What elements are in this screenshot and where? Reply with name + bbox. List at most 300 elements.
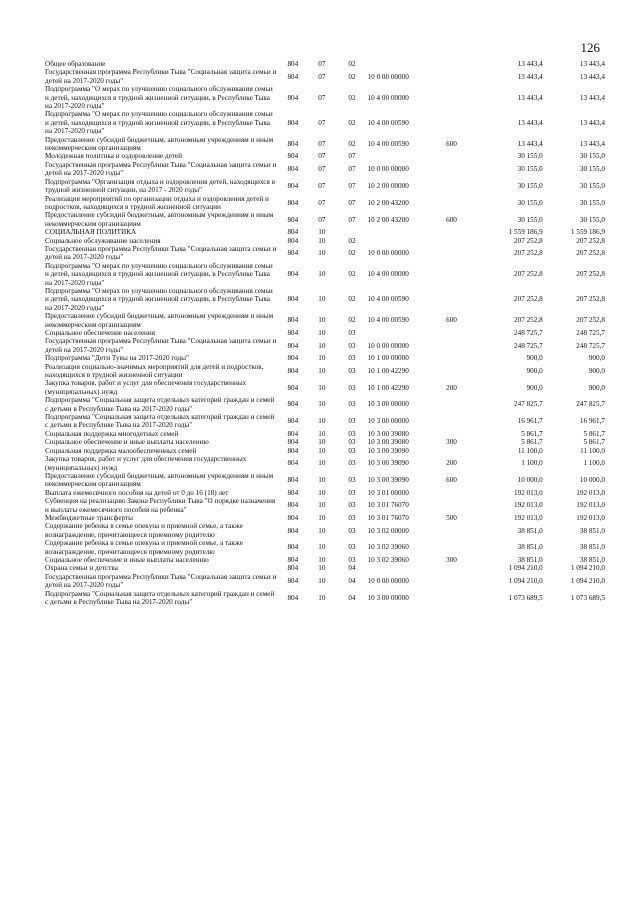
article-code-cell: 02: [348, 316, 356, 325]
table-row: [45, 573, 605, 590]
expense-type-cell: [436, 85, 467, 110]
expense-type-cell: [436, 110, 467, 135]
amount-year1-cell: 13 443,4: [517, 93, 543, 102]
amount-year2-cell: 207 252,8: [576, 295, 605, 304]
article-code-cell: 07: [348, 198, 356, 207]
subsection-code-cell: 07: [318, 60, 326, 68]
subsection-code-cell: 07: [318, 181, 326, 190]
table-row: [45, 489, 605, 497]
table-row: [45, 337, 605, 354]
subsection-code-cell: 10: [318, 488, 326, 497]
amount-year2-cell: 1 094 210,0: [570, 576, 605, 585]
article-code-cell: 02: [348, 72, 356, 81]
subsection-code-cell: 10: [318, 366, 326, 375]
amount-year2-cell: 1 073 689,5: [570, 593, 605, 602]
section-code-cell: 804: [287, 270, 299, 279]
amount-year1-cell: 207 252,8: [514, 249, 543, 258]
target-code-cell: 10 3 00 00000: [367, 593, 409, 602]
amount-year1-cell: 900,0: [526, 366, 543, 375]
expense-type-cell: 200: [446, 459, 457, 468]
row-name-cell: Подпрограмма "О мерах по улучшению социального обслуживания семьи и детей, находящихся в трудной жизненной ситуации, в Республике Тыва на 2017-2020 годы": [45, 286, 273, 312]
subsection-code-cell: 07: [318, 72, 326, 81]
section-code-cell: 804: [287, 228, 299, 237]
row-name-cell: Молодежная политика и оздоровление детей: [45, 152, 182, 161]
target-code-cell: 10 4 00 00590: [367, 139, 409, 148]
article-code-cell: 03: [348, 429, 356, 438]
table-row: [45, 590, 605, 607]
amount-year1-cell: 1 094 210,0: [508, 576, 543, 585]
section-code-cell: 804: [287, 593, 299, 602]
amount-year2-cell: 30 155,0: [579, 181, 605, 190]
article-code-cell: 02: [348, 249, 356, 258]
amount-year2-cell: 1 100,0: [583, 459, 605, 468]
row-name-cell: Межбюджетные трансферты: [45, 513, 133, 522]
row-name-cell: Предоставление субсидий бюджетным, автономным учреждениям и иным некоммерческим организациям: [45, 211, 274, 228]
row-name-cell: Охрана семьи и детства: [45, 564, 118, 573]
table-row: [45, 564, 605, 572]
article-code-cell: 02: [348, 139, 356, 148]
subsection-code-cell: 10: [318, 429, 326, 438]
row-name-cell: Подпрограмма "Дети Тувы на 2017-2020 годы": [45, 354, 189, 363]
subsection-code-cell: 07: [318, 93, 326, 102]
section-code-cell: 804: [287, 576, 299, 585]
amount-year2-cell: 30 155,0: [579, 165, 605, 174]
target-code-cell: 10 4 00 00590: [367, 295, 409, 304]
expense-type-cell: [436, 497, 467, 514]
section-code-cell: 804: [287, 459, 299, 468]
section-code-cell: 804: [287, 329, 299, 337]
amount-year2-cell: 192 013,0: [576, 501, 605, 510]
row-name-cell: Подпрограмма "Социальная защита отдельных категорий граждан и семей с детьми в Республике Тыва на 2017-2020 годы": [45, 396, 275, 413]
article-code-cell: 02: [348, 270, 356, 279]
subsection-code-cell: 10: [318, 236, 326, 245]
expense-type-cell: [436, 573, 467, 590]
amount-year1-cell: 13 443,4: [517, 60, 543, 68]
target-code-cell: 10 1 00 00000: [367, 354, 409, 363]
amount-year1-cell: 900,0: [526, 383, 543, 392]
target-code-cell: 10 3 01 00000: [367, 488, 409, 497]
amount-year1-cell: 38 851,0: [517, 526, 543, 535]
amount-year2-cell: 13 443,4: [579, 72, 605, 81]
subsection-code-cell: 10: [318, 228, 326, 237]
expense-type-cell: [436, 363, 467, 380]
expense-type-cell: 300: [446, 438, 457, 447]
amount-year1-cell: 1 073 689,5: [508, 593, 543, 602]
section-code-cell: 804: [287, 383, 299, 392]
subsection-code-cell: 10: [318, 329, 326, 337]
row-name-cell: Субвенция на реализацию Закона Республики Тыва "О порядке назначения и выплаты ежемесячного пособия на ребенка": [45, 497, 276, 514]
amount-year2-cell: 207 252,8: [576, 270, 605, 279]
target-code-cell: 10 3 00 39090: [367, 476, 409, 485]
subsection-code-cell: 10: [318, 564, 326, 573]
amount-year1-cell: 10 000,0: [517, 476, 543, 485]
row-name-cell: Предоставление субсидий бюджетным, автономным учреждениям и иным некоммерческим организациям: [45, 135, 274, 153]
amount-year1-cell: 30 155,0: [517, 198, 543, 207]
subsection-code-cell: 10: [318, 513, 326, 522]
amount-year2-cell: 207 252,8: [576, 249, 605, 258]
row-name-cell: Предоставление субсидий бюджетным, автономным учреждениям и иным некоммерческим организациям: [45, 471, 274, 489]
article-code-cell: 07: [348, 181, 356, 190]
section-code-cell: 804: [287, 139, 299, 148]
table-row: [45, 556, 605, 564]
table-row: [45, 161, 605, 178]
amount-year2-cell: 900,0: [588, 366, 605, 375]
target-code-cell: 10 3 00 00000: [367, 400, 409, 409]
section-code-cell: 804: [287, 181, 299, 190]
amount-year1-cell: 207 252,8: [514, 270, 543, 279]
article-code-cell: 04: [348, 593, 356, 602]
amount-year1-cell: 16 961,7: [517, 417, 543, 426]
expense-type-cell: 600: [446, 215, 457, 224]
table-row: [45, 447, 605, 455]
amount-year1-cell: 1 100,0: [521, 459, 543, 468]
target-code-cell: 10 4 00 00590: [367, 316, 409, 325]
section-code-cell: 804: [287, 417, 299, 426]
subsection-code-cell: 10: [318, 417, 326, 426]
target-code-cell: 10 0 00 00000: [367, 249, 409, 258]
target-code-cell: [368, 329, 436, 337]
amount-year2-cell: 38 851,0: [579, 526, 605, 535]
section-code-cell: 804: [287, 354, 299, 363]
expense-type-cell: [436, 60, 467, 68]
expense-type-cell: 300: [446, 555, 457, 564]
target-code-cell: 10 3 00 39080: [367, 438, 409, 447]
target-code-cell: 10 3 02 39060: [367, 555, 409, 564]
article-code-cell: 03: [348, 513, 356, 522]
row-name-cell: Подпрограмма "Социальная защита отдельных категорий граждан и семей с детьми в Республике Тыва на 2017-2020 годы": [45, 413, 275, 430]
article-code-cell: [336, 228, 367, 236]
section-code-cell: 804: [287, 295, 299, 304]
row-name-cell: Реализация мероприятий по организации отдыха и оздоровления детей и подростков, находящихся в трудной жизненной ситуации: [45, 194, 269, 211]
subsection-code-cell: 10: [318, 501, 326, 510]
amount-year1-cell: 900,0: [526, 354, 543, 363]
article-code-cell: 03: [348, 476, 356, 485]
table-row: [45, 539, 605, 556]
amount-year1-cell: 38 851,0: [517, 543, 543, 552]
article-code-cell: 03: [348, 555, 356, 564]
section-code-cell: 804: [287, 501, 299, 510]
target-code-cell: 10 3 00 39090: [367, 459, 409, 468]
section-code-cell: 804: [287, 366, 299, 375]
table-row: [45, 245, 605, 262]
row-name-cell: Государственная программа Республики Тыва "Социальная защита семьи и детей на 2017-2020 годы": [45, 160, 277, 178]
target-code-cell: [368, 564, 436, 572]
amount-year1-cell: 207 252,8: [514, 316, 543, 325]
amount-year1-cell: 5 861,7: [521, 438, 543, 447]
article-code-cell: 02: [348, 295, 356, 304]
row-name-cell: Общее образование: [45, 60, 106, 68]
expense-type-cell: [436, 287, 467, 312]
expense-type-cell: [436, 161, 467, 178]
subsection-code-cell: 07: [318, 215, 326, 224]
expense-type-cell: 600: [446, 139, 457, 148]
expense-type-cell: [436, 447, 467, 455]
subsection-code-cell: 07: [318, 118, 326, 127]
amount-year2-cell: 30 155,0: [579, 198, 605, 207]
article-code-cell: 03: [348, 459, 356, 468]
row-name-cell: Подпрограмма "О мерах по улучшению социального обслуживания семьи и детей, находящихся в трудной жизненной ситуации, в Республике Тыва на 2017-2020 годы": [45, 110, 273, 136]
table-row: [45, 514, 605, 522]
expense-type-cell: [436, 413, 467, 430]
section-code-cell: 804: [287, 429, 299, 438]
table-row: [45, 262, 605, 287]
amount-year2-cell: 247 825,7: [576, 400, 605, 409]
article-code-cell: 02: [348, 93, 356, 102]
expense-type-cell: [436, 195, 467, 212]
expense-type-cell: [436, 489, 467, 497]
expense-type-cell: [436, 68, 467, 85]
article-code-cell: 03: [348, 341, 356, 350]
amount-year2-cell: 207 252,8: [576, 236, 605, 245]
table-row: [45, 312, 605, 329]
target-code-cell: 10 3 00 00000: [367, 417, 409, 426]
amount-year1-cell: 30 155,0: [517, 152, 543, 161]
amount-year1-cell: 1 559 186,9: [508, 228, 543, 237]
target-code-cell: 10 2 00 00000: [367, 181, 409, 190]
article-code-cell: 03: [348, 383, 356, 392]
subsection-code-cell: 07: [318, 139, 326, 148]
target-code-cell: 10 3 00 39080: [367, 429, 409, 438]
subsection-code-cell: 07: [318, 198, 326, 207]
section-code-cell: 804: [287, 446, 299, 455]
row-name-cell: Государственная программа Республики Тыва "Социальная защита семьи и детей на 2017-2020 годы": [45, 68, 277, 85]
subsection-code-cell: 10: [318, 526, 326, 535]
article-code-cell: 03: [348, 400, 356, 409]
section-code-cell: 804: [287, 526, 299, 535]
section-code-cell: 804: [287, 215, 299, 224]
subsection-code-cell: 10: [318, 270, 326, 279]
table-row: [45, 228, 605, 236]
subsection-code-cell: 10: [318, 354, 326, 363]
expense-type-cell: [436, 178, 467, 195]
table-row: [45, 110, 605, 135]
table-row: [45, 413, 605, 430]
row-name-cell: Выплата ежемесячного пособия на детей от 0 до 16 (18) лет: [45, 488, 229, 497]
expense-type-cell: [436, 430, 467, 438]
article-code-cell: 03: [348, 366, 356, 375]
row-name-cell: СОЦИАЛЬНАЯ ПОЛИТИКА: [45, 228, 137, 237]
target-code-cell: 10 3 01 76070: [367, 513, 409, 522]
article-code-cell: 02: [348, 118, 356, 127]
amount-year2-cell: 5 861,7: [583, 438, 605, 447]
subsection-code-cell: 10: [318, 446, 326, 455]
target-code-cell: 10 1 00 42290: [367, 366, 409, 375]
amount-year2-cell: 1 559 186,9: [570, 228, 605, 237]
expense-type-cell: [436, 152, 467, 160]
expense-type-cell: [436, 262, 467, 287]
row-name-cell: Подпрограмма "О мерах по улучшению социального обслуживания семьи и детей, находящихся в трудной жизненной ситуации, в Республике Тыва на 2017-2020 годы": [45, 261, 273, 287]
section-code-cell: 804: [287, 543, 299, 552]
expense-type-cell: [436, 539, 467, 556]
target-code-cell: 10 3 01 76070: [367, 501, 409, 510]
subsection-code-cell: 07: [318, 165, 326, 174]
table-row: [45, 60, 605, 68]
target-code-cell: 10 4 00 00590: [367, 118, 409, 127]
amount-year2-cell: 13 443,4: [579, 139, 605, 148]
amount-year2-cell: 13 443,4: [579, 60, 605, 68]
row-name-cell: Подпрограмма "Социальная защита отдельных категорий граждан и семей с детьми в Республике Тыва на 2017-2020 годы": [45, 589, 275, 606]
amount-year1-cell: 247 825,7: [514, 400, 543, 409]
target-code-cell: 10 0 00 00000: [367, 72, 409, 81]
table-row: [45, 455, 605, 472]
table-row: [45, 396, 605, 413]
expense-type-cell: [436, 590, 467, 607]
amount-year2-cell: 900,0: [588, 354, 605, 363]
amount-year1-cell: 248 725,7: [514, 329, 543, 337]
amount-year1-cell: 30 155,0: [517, 215, 543, 224]
target-code-cell: 10 1 00 42290: [367, 383, 409, 392]
table-row: [45, 152, 605, 160]
section-code-cell: 804: [287, 118, 299, 127]
target-code-cell: 10 0 00 00000: [367, 576, 409, 585]
section-code-cell: 804: [287, 165, 299, 174]
section-code-cell: 804: [287, 488, 299, 497]
section-code-cell: 804: [287, 564, 299, 573]
amount-year1-cell: 13 443,4: [517, 72, 543, 81]
row-name-cell: Реализация социально-значимых мероприятий для детей и подростков, находящихся в трудной жизненной ситуации: [45, 362, 264, 380]
target-code-cell: [368, 152, 436, 160]
subsection-code-cell: 10: [318, 438, 326, 447]
subsection-code-cell: 10: [318, 576, 326, 585]
table-row: [45, 68, 605, 85]
amount-year1-cell: 30 155,0: [517, 165, 543, 174]
section-code-cell: 804: [287, 198, 299, 207]
row-name-cell: Социальное обеспечение и иные выплаты населению: [45, 555, 209, 564]
article-code-cell: 03: [348, 329, 356, 337]
page-number: 126: [580, 40, 600, 55]
row-name-cell: Содержание ребенка в семье опекуна и приемной семье, а также вознаграждение, причитающееся приемному родителю: [45, 522, 243, 539]
amount-year2-cell: 16 961,7: [579, 417, 605, 426]
amount-year1-cell: 13 443,4: [517, 118, 543, 127]
row-name-cell: Социальное обслуживание населения: [45, 236, 161, 245]
amount-year1-cell: 192 013,0: [514, 513, 543, 522]
table-row: [45, 522, 605, 539]
amount-year2-cell: 38 851,0: [579, 555, 605, 564]
table-row: [45, 379, 605, 396]
subsection-code-cell: 10: [318, 593, 326, 602]
target-code-cell: 10 0 00 00000: [367, 341, 409, 350]
expense-type-cell: 500: [446, 513, 457, 522]
amount-year2-cell: 11 100,0: [580, 446, 605, 455]
section-code-cell: 804: [287, 438, 299, 447]
target-code-cell: 10 3 00 39090: [367, 446, 409, 455]
section-code-cell: 804: [287, 249, 299, 258]
article-code-cell: 03: [348, 526, 356, 535]
article-code-cell: 03: [348, 354, 356, 363]
table-row: [45, 287, 605, 312]
expense-type-cell: [436, 564, 467, 572]
article-code-cell: 03: [348, 438, 356, 447]
amount-year2-cell: 192 013,0: [576, 488, 605, 497]
section-code-cell: 804: [287, 60, 299, 68]
amount-year1-cell: 38 851,0: [517, 555, 543, 564]
row-name-cell: Предоставление субсидий бюджетным, автономным учреждениям и иным некоммерческим организациям: [45, 312, 274, 329]
subsection-code-cell: 10: [318, 400, 326, 409]
article-code-cell: 02: [348, 236, 356, 245]
row-name-cell: Государственная программа Республики Тыва "Социальная защита семьи и детей на 2017-2020 годы": [45, 244, 277, 262]
article-code-cell: 03: [348, 488, 356, 497]
table-row: [45, 363, 605, 380]
target-code-cell: 10 3 02 00000: [367, 526, 409, 535]
section-code-cell: 804: [287, 236, 299, 245]
subsection-code-cell: 10: [318, 295, 326, 304]
row-name-cell: Закупка товаров, работ и услуг для обеспечения государственных (муниципальных) нужд: [45, 379, 247, 396]
target-code-cell: [368, 60, 436, 68]
amount-year2-cell: 900,0: [588, 383, 605, 392]
amount-year2-cell: 248 725,7: [576, 329, 605, 337]
target-code-cell: 10 2 00 43200: [367, 215, 409, 224]
amount-year1-cell: 192 013,0: [514, 488, 543, 497]
target-code-cell: 10 0 00 00000: [367, 165, 409, 174]
row-name-cell: Социальное обеспечение населения: [45, 329, 156, 337]
expense-type-cell: [436, 337, 467, 354]
subsection-code-cell: 10: [318, 543, 326, 552]
expense-type-cell: 200: [446, 383, 457, 392]
table-row: [45, 237, 605, 245]
table-row: [45, 329, 605, 337]
article-code-cell: 02: [348, 60, 356, 68]
table-row: [45, 472, 605, 489]
row-name-cell: Закупка товаров, работ и услуг для обеспечения государственных (муниципальных) нужд: [45, 455, 247, 472]
expense-type-cell: [436, 329, 467, 337]
expense-type-cell: [436, 354, 467, 362]
subsection-code-cell: 10: [318, 476, 326, 485]
target-code-cell: 10 4 00 00000: [367, 270, 409, 279]
article-code-cell: 03: [348, 501, 356, 510]
subsection-code-cell: 10: [318, 555, 326, 564]
amount-year2-cell: 38 851,0: [579, 543, 605, 552]
section-code-cell: 804: [287, 93, 299, 102]
row-name-cell: Государственная программа Республики Тыва "Социальная защита семьи и детей на 2017-2020 годы": [45, 572, 277, 590]
expense-type-cell: [436, 237, 467, 245]
amount-year1-cell: 13 443,4: [517, 139, 543, 148]
section-code-cell: 804: [287, 152, 299, 161]
section-code-cell: 804: [287, 555, 299, 564]
table-row: [45, 178, 605, 195]
article-code-cell: 03: [348, 446, 356, 455]
table-row: [45, 497, 605, 514]
table-row: [45, 438, 605, 446]
target-code-cell: [368, 237, 436, 245]
amount-year2-cell: 207 252,8: [576, 316, 605, 325]
section-code-cell: 804: [287, 72, 299, 81]
amount-year1-cell: 1 094 210,0: [508, 564, 543, 573]
budget-table: [45, 60, 605, 606]
row-name-cell: Социальная поддержка многодетных семей: [45, 429, 179, 438]
section-code-cell: 804: [287, 476, 299, 485]
subsection-code-cell: 10: [318, 249, 326, 258]
article-code-cell: 03: [348, 543, 356, 552]
table-row: [45, 136, 605, 153]
budget-table-body: [45, 60, 605, 606]
article-code-cell: 07: [348, 165, 356, 174]
subsection-code-cell: 10: [318, 316, 326, 325]
row-name-cell: Подпрограмма "Организация отдыха и оздоровления детей, находящихся в трудной жизненной ситуации, на 2017 - 2020 годы": [45, 177, 275, 195]
target-code-cell: 10 3 02 39060: [367, 543, 409, 552]
subsection-code-cell: 07: [318, 152, 326, 161]
table-row: [45, 354, 605, 362]
row-name-cell: Содержание ребенка в семье опекуна и приемной семье, а также вознаграждение, причитающееся приемному родителю: [45, 539, 243, 556]
row-name-cell: Подпрограмма "О мерах по улучшению социального обслуживания семьи и детей, находящихся в трудной жизненной ситуации, в Республике Тыва на 2017-2020 годы": [45, 85, 273, 111]
amount-year1-cell: 11 100,0: [517, 446, 543, 455]
subsection-code-cell: 10: [318, 459, 326, 468]
expense-type-cell: 600: [446, 476, 457, 485]
expense-type-cell: [436, 396, 467, 413]
section-code-cell: 804: [287, 341, 299, 350]
article-code-cell: 04: [348, 564, 356, 573]
target-code-cell: [368, 228, 436, 236]
article-code-cell: 04: [348, 576, 356, 585]
